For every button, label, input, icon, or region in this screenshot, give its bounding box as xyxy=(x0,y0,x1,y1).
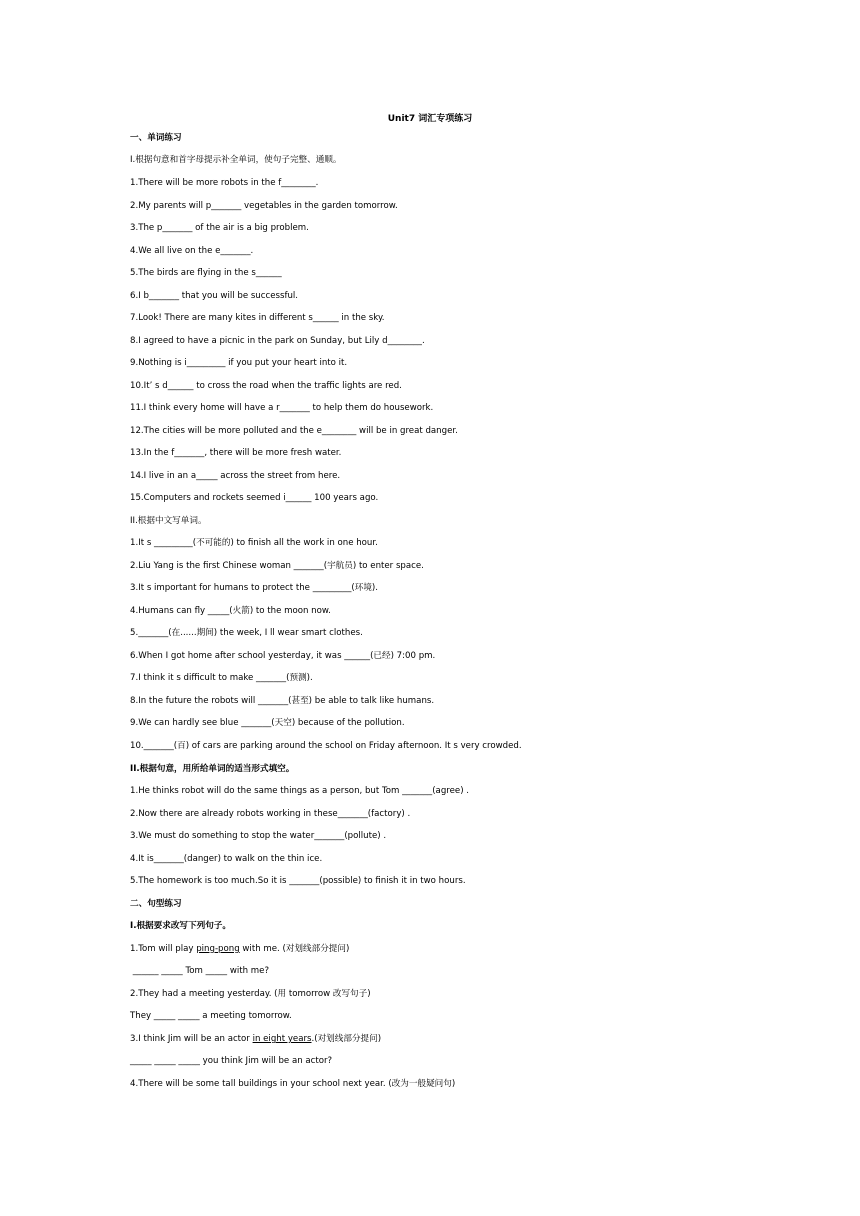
sentence-instruction: I.根据要求改写下列句子。 xyxy=(130,921,231,931)
question-line: 3.We must do something to stop the water_______(pollute) . xyxy=(130,831,387,841)
question-line: 7.I think it s difficult to make _______(预测). xyxy=(130,673,313,683)
question-line: 1.He thinks robot will do the same things as a person, but Tom _______(agree) . xyxy=(130,786,470,796)
question-line: 2.Now there are already robots working in these_______(factory) . xyxy=(130,809,411,819)
question-line: 9.Nothing is i_________ if you put your heart into it. xyxy=(130,358,348,368)
rewrite-question: 2.They had a meeting yesterday. (用 tomorrow 改写句子) xyxy=(130,989,371,999)
underlined-phrase: in eight years xyxy=(252,1034,312,1044)
question-line: 13.In the f_______, there will be more fresh water. xyxy=(130,448,342,458)
question-line: 14.I live in an a_____ across the street from here. xyxy=(130,471,341,481)
question-line: 10._______(百) of cars are parking around the school on Friday afternoon. It s very crowded. xyxy=(130,741,522,751)
question-line: 8.I agreed to have a picnic in the park on Sunday, but Lily d________. xyxy=(130,336,425,346)
underlined-phrase: ping-pong xyxy=(196,944,240,954)
question-line: 5.The homework is too much.So it is _______(possible) to finish it in two hours. xyxy=(130,876,466,886)
question-line: 4.Humans can fly _____(火箭) to the moon now. xyxy=(130,606,331,616)
question-line: 4.We all live on the e_______. xyxy=(130,246,254,256)
rewrite-question: 3.I think Jim will be an actor in eight years.(对划线部分提问) xyxy=(130,1034,382,1044)
question-line: 6.I b_______ that you will be successful. xyxy=(130,291,299,301)
question-line: 2.Liu Yang is the first Chinese woman _______(宇航员) to enter space. xyxy=(130,561,424,571)
question-line: 1.There will be more robots in the f________. xyxy=(130,178,319,188)
rewrite-question: 1.Tom will play ping-pong with me. (对划线部分提问) xyxy=(130,944,350,954)
question-line: 2.My parents will p_______ vegetables in the garden tomorrow. xyxy=(130,201,398,211)
section-heading-sentences: 二、句型练习 xyxy=(130,899,182,909)
answer-line: ______ _____ Tom _____ with me? xyxy=(130,966,270,976)
question-line: 10.It’ s d______ to cross the road when the traffic lights are red. xyxy=(130,381,402,391)
question-line: 7.Look! There are many kites in different s______ in the sky. xyxy=(130,313,385,323)
question-line: 3.The p_______ of the air is a big problem. xyxy=(130,223,309,233)
question-line: 3.It s important for humans to protect the _________(环境). xyxy=(130,583,378,593)
question-line: 11.I think every home will have a r_______ to help them do housework. xyxy=(130,403,434,413)
part2-instruction: II.根据中文写单词。 xyxy=(130,516,207,526)
answer-line: _____ _____ _____ you think Jim will be an actor? xyxy=(130,1056,333,1066)
question-line: 6.When I got home after school yesterday, it was ______(已经) 7:00 pm. xyxy=(130,651,436,661)
rewrite-question: 4.There will be some tall buildings in your school next year. (改为一般疑问句) xyxy=(130,1079,456,1089)
question-line: 4.It is_______(danger) to walk on the thin ice. xyxy=(130,854,323,864)
part3-instruction: II.根据句意，用所给单词的适当形式填空。 xyxy=(130,764,295,774)
question-line: 15.Computers and rockets seemed i______ 100 years ago. xyxy=(130,493,379,503)
question-line: 8.In the future the robots will _______(甚至) be able to talk like humans. xyxy=(130,696,435,706)
question-line: 5._______(在......期间) the week, I ll wear smart clothes. xyxy=(130,628,363,638)
question-line: 1.It s _________(不可能的) to finish all the work in one hour. xyxy=(130,538,378,548)
page-title: Unit7 词汇专项练习 xyxy=(387,114,473,124)
question-line: 9.We can hardly see blue _______(天空) because of the pollution. xyxy=(130,718,405,728)
question-line: 5.The birds are flying in the s______ xyxy=(130,268,282,278)
section-heading-words: 一、单词练习 xyxy=(130,133,182,143)
question-line: 12.The cities will be more polluted and the e________ will be in great danger. xyxy=(130,426,458,436)
part1-instruction: Ⅰ.根据句意和首字母提示补全单词，使句子完整、通顺。 xyxy=(130,155,342,165)
answer-line: They _____ _____ a meeting tomorrow. xyxy=(130,1011,292,1021)
